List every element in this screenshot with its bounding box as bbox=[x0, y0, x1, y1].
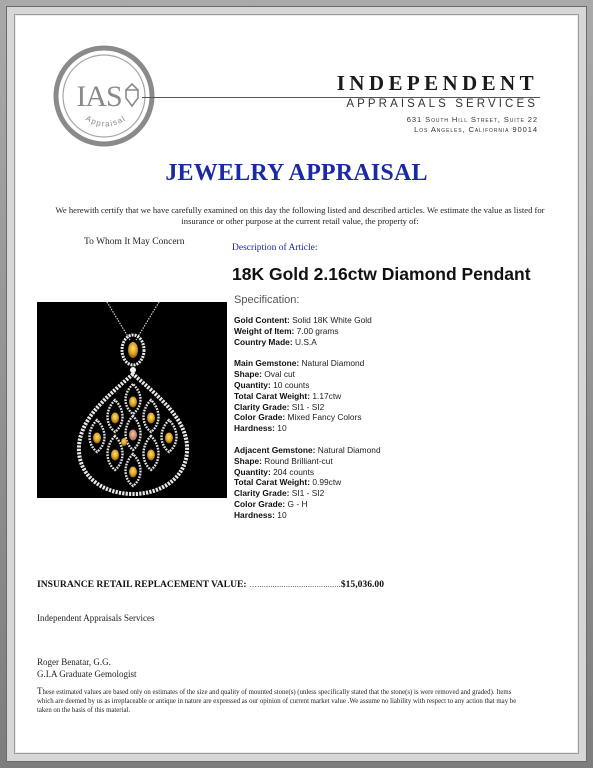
spec-row bbox=[234, 358, 564, 369]
spec-label: Adjacent Gemstone bbox=[234, 444, 313, 455]
spec-row bbox=[234, 477, 564, 488]
spec-label: Main Gemstone bbox=[234, 358, 297, 369]
spec-label: Clarity Grade bbox=[234, 401, 287, 412]
spec-separator: : bbox=[291, 325, 297, 336]
spec-label: Shape bbox=[234, 455, 260, 466]
pendant-illustration bbox=[37, 302, 227, 498]
insurance-dots: …...................................... bbox=[249, 580, 341, 589]
specs-main-gemstone-group bbox=[234, 358, 564, 434]
logo-letters: IAS bbox=[76, 80, 122, 113]
spec-label: Quantity bbox=[234, 379, 268, 390]
spec-separator: : bbox=[282, 498, 288, 509]
spec-value: 10 bbox=[277, 423, 287, 434]
recipient: To Whom It May Concern bbox=[84, 237, 185, 247]
appraiser-company: Independent Appraisals Services bbox=[37, 613, 155, 623]
spec-label: Hardness bbox=[234, 509, 273, 520]
insurance-label: INSURANCE RETAIL REPLACEMENT VALUE: bbox=[37, 579, 247, 590]
document-title: JEWELRY APPRAISAL bbox=[165, 160, 428, 186]
spec-label: Hardness bbox=[234, 423, 273, 434]
spec-value: Round Brilliant-cut bbox=[264, 455, 333, 466]
spec-value: 10 counts bbox=[273, 379, 310, 390]
spec-separator: : bbox=[282, 412, 288, 423]
company-name: INDEPENDENT bbox=[336, 71, 538, 95]
spec-value: Solid 18K White Gold bbox=[292, 315, 372, 325]
spec-label: Color Grade bbox=[234, 412, 283, 423]
spec-label: Quantity bbox=[234, 466, 268, 477]
spec-separator: : bbox=[286, 488, 292, 499]
signature-name: Roger Benatar, G.G. bbox=[37, 657, 111, 667]
spec-value: U.S.A bbox=[294, 336, 317, 347]
spec-separator: : bbox=[267, 379, 274, 390]
spec-value: SI1 - SI2 bbox=[291, 488, 325, 499]
spec-label: Gold Content bbox=[234, 315, 288, 325]
spec-row bbox=[234, 337, 564, 348]
spec-row bbox=[234, 467, 564, 478]
spec-row bbox=[234, 412, 564, 423]
spec-separator: : bbox=[286, 401, 292, 412]
pendant-photo bbox=[37, 302, 227, 498]
specification-label: Specification: bbox=[234, 294, 300, 306]
spec-row bbox=[234, 391, 564, 402]
spec-row bbox=[234, 402, 564, 413]
spec-label: Country Made bbox=[234, 336, 290, 347]
insurance-value-line bbox=[37, 579, 557, 590]
spec-value: 204 counts bbox=[273, 466, 315, 477]
disclaimer-initial: T bbox=[37, 686, 43, 696]
spec-row bbox=[234, 456, 564, 467]
spec-value: 7.00 grams bbox=[296, 325, 339, 336]
spec-value: Natural Diamond bbox=[317, 444, 381, 455]
spec-value: SI1 - SI2 bbox=[291, 401, 325, 412]
spec-row bbox=[234, 488, 564, 499]
spec-label: Shape bbox=[234, 369, 260, 380]
spec-label: Weight of Item bbox=[234, 325, 292, 336]
spec-separator: : bbox=[287, 315, 293, 325]
address-line-2: Los Angeles, California 90014 bbox=[414, 125, 538, 134]
description-label: Description of Article: bbox=[232, 243, 318, 253]
disclaimer bbox=[37, 687, 527, 716]
spec-label: Clarity Grade bbox=[234, 488, 287, 499]
spec-separator: : bbox=[259, 455, 265, 466]
ias-logo bbox=[52, 44, 156, 148]
spec-separator: : bbox=[296, 358, 302, 369]
company-address bbox=[340, 115, 538, 135]
signature-title: G.I.A Graduate Gemologist bbox=[37, 669, 137, 679]
certification-text: We herewith certify that we have carefully examined on this day the following listed and described articles. We estimate the value as listed for insurance or other purpose at the current retail value, the property of: bbox=[55, 205, 545, 226]
disclaimer-text: hese estimated values are based only on estimates of the size and quality of mounted stone(s) (unless specifically stated that the stone(s) is were removed and graded). Items which are deemed by us as irreplaceable or antique in nature are expressed as our opinion of current market value .We assume no liability with respect to any action that may be taken on the basis of this material. bbox=[37, 689, 517, 715]
address-line-1: 631 South Hill Street, Suite 22 bbox=[406, 115, 538, 124]
spec-separator: : bbox=[272, 423, 278, 434]
specifications bbox=[234, 315, 564, 521]
spec-row bbox=[234, 510, 564, 521]
spec-label: Total Carat Weight bbox=[234, 390, 308, 401]
spec-row bbox=[234, 380, 564, 391]
company-header bbox=[324, 71, 538, 96]
spec-row bbox=[234, 315, 564, 326]
spec-separator: : bbox=[307, 477, 313, 488]
spec-row bbox=[234, 369, 564, 380]
product-title: 18K Gold 2.16ctw Diamond Pendant bbox=[232, 264, 531, 284]
spec-row bbox=[234, 445, 564, 456]
spec-value: 0.99ctw bbox=[312, 477, 342, 488]
insurance-value: $15,036.00 bbox=[340, 579, 384, 590]
spec-value: Natural Diamond bbox=[301, 358, 365, 369]
company-subtitle: APPRAISALS SERVICES bbox=[346, 98, 538, 110]
spec-value: Oval cut bbox=[264, 369, 295, 380]
spec-row bbox=[234, 326, 564, 337]
spec-value: 1.17ctw bbox=[312, 390, 342, 401]
spec-separator: : bbox=[267, 466, 274, 477]
specs-general-group bbox=[234, 315, 564, 347]
spec-value: 10 bbox=[277, 509, 287, 520]
spec-row bbox=[234, 423, 564, 434]
spec-separator: : bbox=[259, 369, 265, 380]
spec-separator: : bbox=[289, 336, 295, 347]
spec-label: Total Carat Weight bbox=[234, 477, 308, 488]
spec-row bbox=[234, 499, 564, 510]
spec-value: G - H bbox=[287, 498, 308, 509]
spec-value: Mixed Fancy Colors bbox=[287, 412, 362, 423]
spec-separator: : bbox=[312, 444, 318, 455]
spec-separator: : bbox=[307, 390, 313, 401]
specs-adjacent-gemstone-group bbox=[234, 445, 564, 521]
spec-label: Color Grade bbox=[234, 498, 283, 509]
spec-separator: : bbox=[272, 509, 278, 520]
logo-arc-text: Appraisal bbox=[84, 113, 128, 129]
ias-logo-graphic bbox=[52, 44, 156, 148]
